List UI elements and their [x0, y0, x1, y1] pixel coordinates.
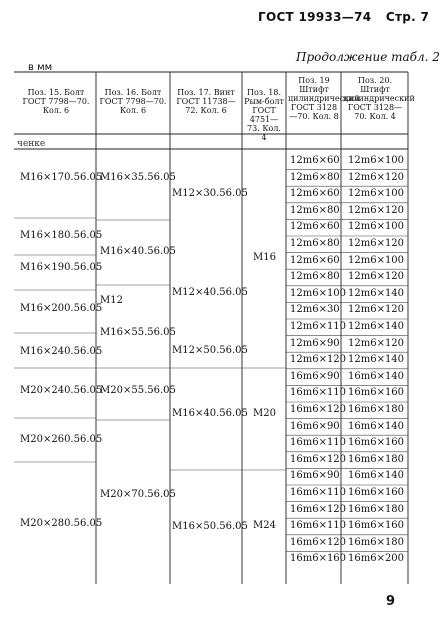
- table-cell: 16m6×120: [290, 453, 347, 465]
- table-cell: M16×180.56.05: [20, 230, 103, 241]
- table-cell: 12m6×30: [290, 304, 340, 316]
- table-cell: 12m6×110: [290, 321, 347, 332]
- column-header-15: Поз. 15. Болт ГОСТ 7798—70. Кол. 6: [22, 88, 90, 115]
- table-cell: 16m6×140: [348, 420, 405, 432]
- column-header-16: Поз. 16. Болт ГОСТ 7798—70. Кол. 6: [99, 88, 167, 115]
- table-cell: 12m6×120: [348, 238, 405, 249]
- table-cell: 16m6×160: [290, 553, 347, 565]
- page-label: Стр. 7: [385, 10, 430, 24]
- table-cell: 12m6×60: [290, 188, 340, 200]
- table-cell: 12m6×100: [290, 287, 347, 299]
- table-cell: M20×280.56.05: [20, 518, 103, 529]
- table-cell: 16m6×200: [348, 553, 405, 565]
- table-cell: 16m6×110: [290, 437, 347, 449]
- page-number: 9: [386, 594, 396, 609]
- table-cell: 12m6×120: [348, 204, 405, 216]
- table-cell: 16m6×110: [290, 520, 347, 532]
- table-cell: 12m6×120: [348, 337, 405, 349]
- table-cell: 16m6×140: [348, 470, 405, 482]
- table-cell: 12m6×80: [290, 238, 340, 249]
- table-cell: 12m6×90: [290, 337, 340, 349]
- table-cell: 16m6×90: [290, 470, 340, 482]
- truncated-note: ченке: [17, 139, 46, 149]
- table-cell: 12m6×140: [348, 287, 405, 299]
- table-cell: 16m6×180: [348, 404, 405, 415]
- table-cell: 12m6×100: [348, 188, 405, 200]
- column-header-19: Поз. 19 Штифт цилиндрический ГОСТ 3128—70. Кол. 8: [288, 76, 360, 121]
- table-cell: 16m6×180: [348, 453, 405, 465]
- table-cell: M20×55.56.05: [100, 385, 176, 396]
- table-cell: M16×40.56.05: [172, 408, 248, 419]
- table-cell: 12m6×140: [348, 354, 405, 366]
- table-cell: 16m6×120: [290, 404, 347, 415]
- table-cell: M20: [253, 408, 276, 419]
- table-cell: 12m6×120: [348, 171, 405, 183]
- table-cell: M16×35.56.05: [100, 172, 176, 183]
- table-cell: 16m6×180: [348, 536, 405, 548]
- table-cell: M16: [253, 252, 276, 263]
- table-cell: 16m6×90: [290, 370, 340, 382]
- table-cell: 12m6×80: [290, 204, 340, 216]
- column-header-20: Поз. 20. Штифт цилиндрический ГОСТ 3128—70. Кол. 4: [343, 76, 415, 121]
- table-cell: M12×40.56.05: [172, 287, 248, 298]
- table-cell: M20×70.56.05: [100, 489, 176, 500]
- table-cell: 16m6×180: [348, 503, 405, 515]
- table-cell: 12m6×100: [348, 155, 405, 166]
- table-cell: M16×55.56.05: [100, 327, 176, 338]
- units-label: в мм: [28, 62, 53, 73]
- table-cell: 16m6×90: [290, 420, 340, 432]
- table-cell: 16m6×140: [348, 370, 405, 382]
- table-cell: M16×200.56.05: [20, 303, 103, 314]
- table-cell: 16m6×160: [348, 437, 405, 449]
- standard-number: ГОСТ 19933—74: [258, 10, 372, 24]
- table-cell: M12×30.56.05: [172, 188, 248, 199]
- table-cell: 16m6×160: [348, 387, 405, 399]
- table-cell: 16m6×160: [348, 520, 405, 532]
- table-cell: M12×50.56.05: [172, 345, 248, 356]
- column-header-17: Поз. 17. Винт ГОСТ 11738—72. Кол. 6: [176, 88, 236, 115]
- column-header-18: Поз. 18. Рым-болт ГОСТ 4751—73. Кол. 4: [244, 88, 284, 142]
- table-cell: 12m6×80: [290, 171, 340, 183]
- table-cell: M16×190.56.05: [20, 262, 103, 273]
- table-cell: 12m6×120: [348, 304, 405, 316]
- table-cell: 12m6×100: [348, 254, 405, 266]
- table-cell: 16m6×160: [348, 487, 405, 498]
- table-cell: 12m6×120: [290, 354, 347, 366]
- table-cell: M20×260.56.05: [20, 434, 103, 445]
- table-cell: 16m6×110: [290, 387, 347, 399]
- table-cell: 16m6×120: [290, 503, 347, 515]
- table-cell: 16m6×120: [290, 536, 347, 548]
- table-cell: M12: [100, 295, 123, 306]
- table-cell: 12m6×100: [348, 221, 405, 233]
- table-cell: 12m6×140: [348, 321, 405, 332]
- table-cell: M16×40.56.05: [100, 246, 176, 257]
- table-cell: 12m6×120: [348, 271, 405, 283]
- table-cell: 16m6×110: [290, 487, 347, 498]
- table-cell: 12m6×60: [290, 155, 340, 166]
- table-cell: M16×170.56.05: [20, 172, 103, 183]
- table-cell: M20×240.56.05: [20, 385, 103, 396]
- table-cell: 12m6×60: [290, 254, 340, 266]
- table-cell: 12m6×80: [290, 271, 340, 283]
- table-cell: M24: [253, 520, 276, 531]
- continuation-caption: Продолжение табл. 2: [296, 50, 440, 64]
- table-cell: 12m6×60: [290, 221, 340, 233]
- table-cell: M16×50.56.05: [172, 521, 248, 532]
- table-cell: M16×240.56.05: [20, 346, 103, 357]
